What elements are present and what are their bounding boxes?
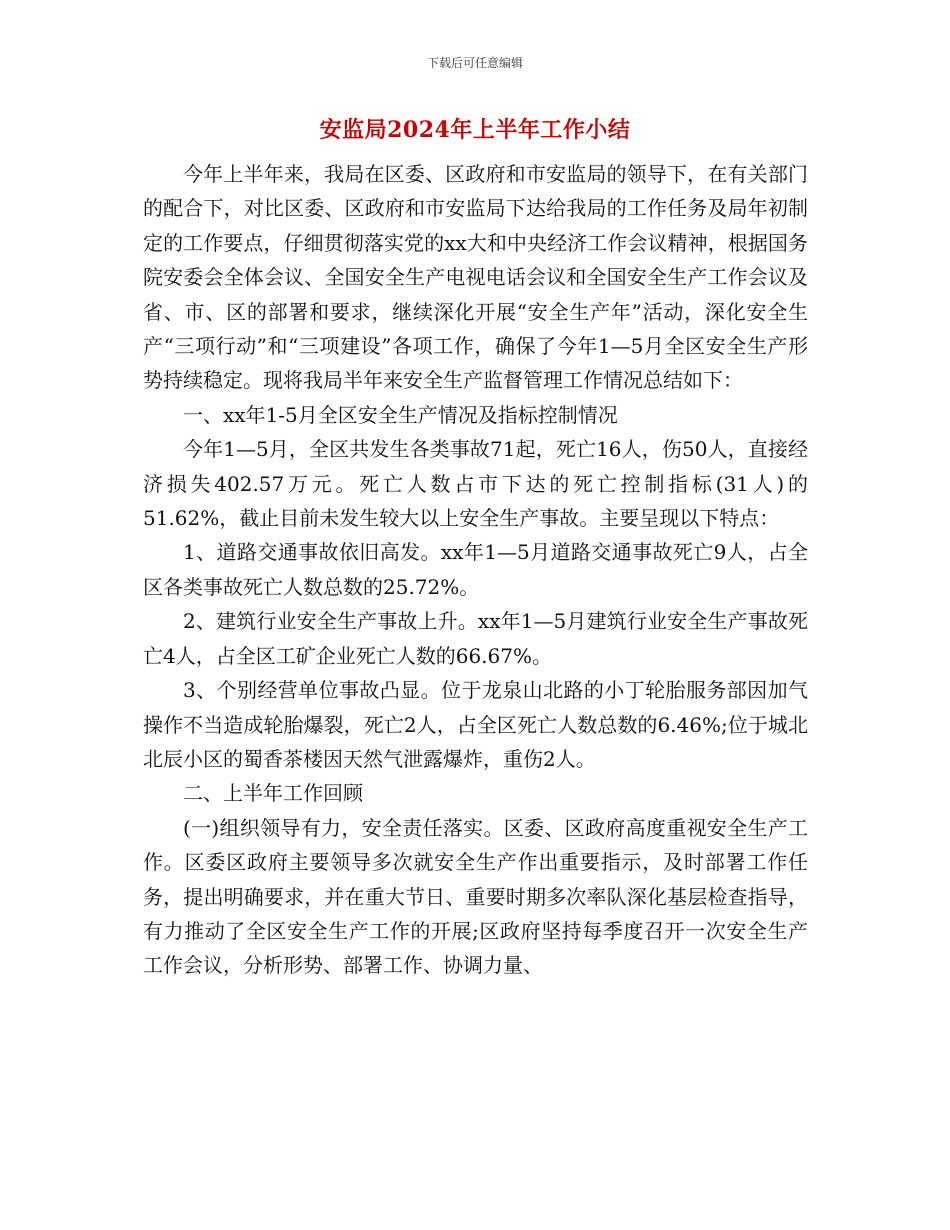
document-body (143, 157, 808, 983)
header-note: 下载后可任意编辑 (426, 56, 523, 70)
feature-item-2: 2、建筑行业安全生产事故上升。xx年1—5月建筑行业安全生产事故死亡4人，占全区工矿企业死亡人数的66.67%。 (143, 609, 808, 668)
intro-paragraph: 今年上半年来，我局在区委、区政府和市安监局的领导下，在有关部门的配合下，对比区委、区政府和市安监局下达给我局的工作任务及局年初制定的工作要点，仔细贯彻落实党的xx大和中央经济工作会议精神，根据国务院安委会全体会议、全国安全生产电视电话会议和全国安全生产工作会议及省、市、区的部署和要求，继续深化开展“安全生产年”活动，深化安全生产“三项行动”和“三项建设”各项工作，确保了今年1—5月全区安全生产形势持续稳定。现将我局半年来安全生产监督管理工作情况总结如下： (143, 162, 808, 393)
statistics-paragraph: 今年1—5月，全区共发生各类事故71起，死亡16人，伤50人，直接经济损失402.57万元。死亡人数占市下达的死亡控制指标(31人)的51.62%，截止目前未发生较大以上安全生产事故。主要呈现以下特点： (143, 437, 808, 531)
feature-item-1: 1、道路交通事故依旧高发。xx年1—5月道路交通事故死亡9人，占全区各类事故死亡人数总数的25.72%。 (143, 540, 808, 599)
section-heading-1: 一、xx年1-5月全区安全生产情况及指标控制情况 (183, 402, 618, 427)
feature-item-3: 3、个别经营单位事故凸显。位于龙泉山北路的小丁轮胎服务部因加气操作不当造成轮胎爆裂，死亡2人，占全区死亡人数总数的6.46%;位于城北北辰小区的蜀香茶楼因天然气泄露爆炸，重伤2人。 (143, 678, 808, 771)
section-heading-2: 二、上半年工作回顾 (183, 781, 363, 806)
document-title: 安监局2024年上半年工作小结 (319, 117, 631, 143)
review-paragraph-1: (一)组织领导有力，安全责任落实。区委、区政府高度重视安全生产工作。区委区政府主要领导多次就安全生产作出重要指示，及时部署工作任务，提出明确要求，并在重大节日、重要时期多次率队深化基层检查指导，有力推动了全区安全生产工作的开展;区政府坚持每季度召开一次安全生产工作会议，分析形势、部署工作、协调力量、 (143, 815, 808, 978)
